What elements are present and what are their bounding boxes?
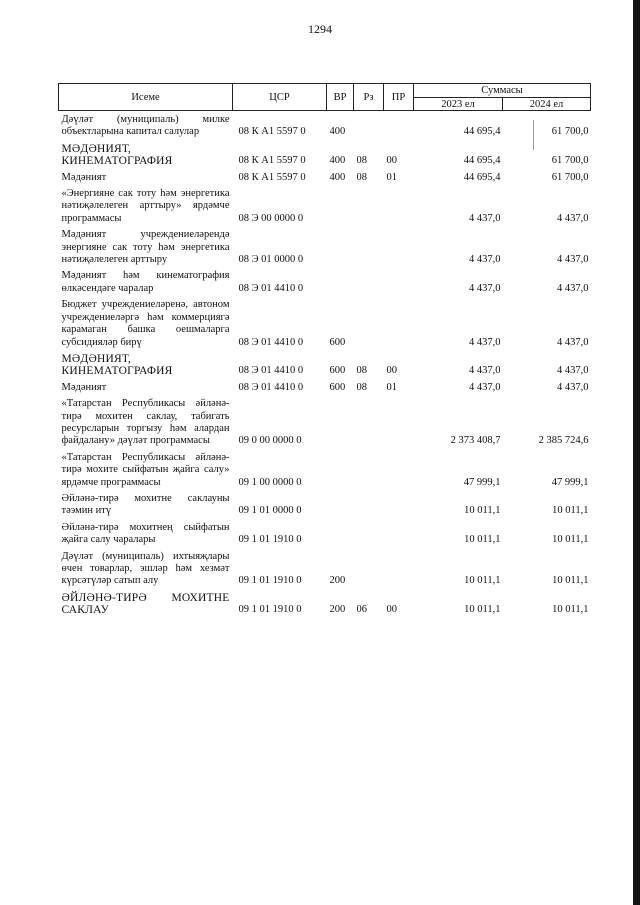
cell-name: Бюджет учреждениеләренә, автоном учреждениеләргә һәм коммерциягә карамаган башка оешмаларга субсидияләр бирү: [61, 299, 230, 348]
cell-sum-2024: 61 700,0: [551, 171, 589, 183]
cell-vr: [327, 395, 354, 449]
cell-vr: 600: [329, 365, 346, 377]
cell-name: Дәүләт (муниципаль) милке объектларына капитал салулар: [61, 114, 230, 138]
cell-name: Әйләнә-тирә мохитне саклауны тәэмин итү: [61, 492, 230, 517]
edge-mark-top: [533, 120, 534, 150]
cell-rz: 06: [356, 604, 367, 616]
cell-vr: 600: [329, 336, 346, 348]
cell-sum-2023: 10 011,1: [464, 505, 501, 517]
cell-rz: 08: [356, 155, 367, 167]
cell-vr: [327, 490, 354, 519]
cell-sum-2024: 4 437,0: [557, 282, 589, 294]
cell-rz: [354, 185, 384, 226]
table-row: [59, 379, 591, 395]
cell-vr: 400: [329, 155, 346, 167]
cell-pr: [384, 548, 414, 589]
cell-sum-2023: 10 011,1: [464, 534, 501, 546]
cell-sum-2023: 4 437,0: [469, 381, 501, 393]
cell-name: Мәдәният учреждениеләрендә энергияне сак тоту һәм энергетика нәтиҗәлелеген арттыру: [61, 229, 230, 266]
cell-name: Мәдәният: [61, 171, 107, 183]
cell-vr: 600: [329, 381, 346, 393]
cell-pr: [384, 449, 414, 490]
cell-pr: 01: [386, 381, 397, 393]
cell-rz: [354, 548, 384, 589]
cell-vr: [327, 226, 354, 267]
table-row: [59, 140, 591, 169]
cell-sum-2023: 44 695,4: [463, 126, 501, 138]
cell-csr: 08 Э 01 4410 0: [238, 365, 304, 377]
cell-vr: 400: [329, 126, 346, 138]
table-row: [59, 350, 591, 379]
cell-sum-2023: 44 695,4: [463, 155, 501, 167]
cell-vr: [327, 449, 354, 490]
cell-vr: [327, 519, 354, 548]
table-row: [59, 169, 591, 185]
cell-pr: 00: [386, 604, 397, 616]
cell-rz: 08: [356, 381, 367, 393]
cell-sum-2024: 2 385 724,6: [538, 435, 589, 447]
cell-sum-2024: 61 700,0: [551, 126, 589, 138]
budget-table: [58, 83, 591, 618]
cell-name: Дәүләт (муниципаль) ихтыяҗлары өчен товарлар, эшләр һәм хезмәт күрсәтүләр сатып алу: [61, 550, 230, 587]
cell-sum-2023: 2 373 408,7: [450, 435, 501, 447]
cell-vr: [327, 185, 354, 226]
cell-csr: 08 К А1 5597 0: [238, 155, 306, 167]
cell-pr: [384, 296, 414, 350]
cell-csr: 08 Э 01 4410 0: [238, 282, 304, 294]
cell-pr: [384, 267, 414, 296]
cell-rz: [354, 395, 384, 449]
cell-pr: [384, 519, 414, 548]
cell-rz: [354, 490, 384, 519]
cell-pr: 00: [386, 155, 397, 167]
cell-csr: 09 1 01 0000 0: [238, 505, 302, 517]
table-row: [59, 296, 591, 350]
table-row: [59, 589, 591, 618]
cell-name: Мәдәният һәм кинематография өлкәсендәге чаралар: [61, 270, 230, 294]
cell-pr: [384, 395, 414, 449]
table-row: [59, 111, 591, 140]
cell-name: «Энергияне сак тоту һәм энергетика нәтиҗәлелеген арттыру» ярдәмче программасы: [61, 188, 230, 224]
header-sums: Суммасы: [414, 84, 591, 98]
header-pr: ПР: [384, 84, 414, 111]
cell-rz: 08: [356, 365, 367, 377]
cell-rz: 08: [356, 171, 367, 183]
cell-sum-2024: 10 011,1: [552, 575, 589, 587]
cell-sum-2023: 47 999,1: [463, 476, 501, 488]
cell-rz: [354, 267, 384, 296]
cell-pr: [384, 185, 414, 226]
cell-sum-2024: 4 437,0: [557, 336, 589, 348]
cell-rz: [354, 111, 384, 140]
cell-sum-2024: 10 011,1: [552, 534, 589, 546]
cell-vr: 400: [329, 171, 346, 183]
cell-csr: 08 Э 01 0000 0: [238, 254, 304, 266]
cell-name: ӘЙЛӘНӘ-ТИРӘ МОХИТНЕ САКЛАУ: [61, 591, 230, 617]
cell-rz: [354, 296, 384, 350]
header-year-2024: 2024 ел: [503, 98, 591, 111]
cell-sum-2023: 44 695,4: [463, 171, 501, 183]
table-row: [59, 490, 591, 519]
cell-sum-2024: 10 011,1: [552, 604, 589, 616]
cell-pr: [384, 111, 414, 140]
cell-sum-2023: 4 437,0: [469, 365, 501, 377]
cell-csr: 08 Э 01 4410 0: [238, 381, 304, 393]
cell-name: «Татарстан Республикасы әйләнә-тирә мохитен саклау, табигать ресурсларын торгызу һәм алардан файдалану» дәүләт программасы: [61, 398, 230, 447]
cell-csr: 08 К А1 5597 0: [238, 171, 306, 183]
cell-rz: [354, 519, 384, 548]
page-number: 1294: [308, 22, 332, 36]
table-row: [59, 395, 591, 449]
header-name: Исеме: [59, 84, 233, 111]
table-row: [59, 226, 591, 267]
cell-pr: [384, 490, 414, 519]
cell-vr: 200: [329, 575, 346, 587]
cell-pr: 00: [386, 365, 397, 377]
cell-sum-2023: 4 437,0: [469, 212, 501, 224]
cell-name: «Татарстан Республикасы әйләнә-тирә мохите сыйфатын җайга салу» ярдәмче программасы: [61, 451, 230, 488]
cell-sum-2024: 10 011,1: [552, 505, 589, 517]
cell-csr: 09 1 01 1910 0: [238, 604, 302, 616]
cell-name: Мәдәният: [61, 381, 107, 393]
cell-name: МӘДӘНИЯТ, КИНЕМАТОГРАФИЯ: [61, 142, 173, 168]
cell-sum-2023: 4 437,0: [469, 336, 501, 348]
cell-csr: 08 Э 01 4410 0: [238, 336, 304, 348]
table-row: [59, 449, 591, 490]
cell-rz: [354, 449, 384, 490]
table-body: [59, 111, 591, 618]
cell-csr: 08 Э 00 0000 0: [238, 212, 304, 224]
cell-csr: 09 0 00 0000 0: [238, 435, 302, 447]
cell-csr: 08 К А1 5597 0: [238, 126, 306, 138]
cell-name: МӘДӘНИЯТ, КИНЕМАТОГРАФИЯ: [61, 352, 173, 378]
cell-vr: [327, 267, 354, 296]
cell-csr: 09 1 01 1910 0: [238, 575, 302, 587]
table-row: [59, 548, 591, 589]
cell-name: Әйләнә-тирә мохитнең сыйфатын җайга салу чаралары: [61, 521, 230, 546]
header-rz: Рз: [354, 84, 384, 111]
header-year-2023: 2023 ел: [414, 98, 503, 111]
cell-csr: 09 1 00 0000 0: [238, 476, 302, 488]
header-vr: ВР: [327, 84, 354, 111]
scanner-edge: [633, 0, 640, 905]
cell-sum-2024: 4 437,0: [557, 381, 589, 393]
cell-sum-2024: 61 700,0: [551, 155, 589, 167]
cell-sum-2024: 47 999,1: [551, 476, 589, 488]
cell-sum-2023: 10 011,1: [464, 575, 501, 587]
cell-pr: [384, 226, 414, 267]
cell-sum-2024: 4 437,0: [557, 254, 589, 266]
cell-rz: [354, 226, 384, 267]
header-csr: ЦСР: [233, 84, 327, 111]
cell-sum-2023: 10 011,1: [464, 604, 501, 616]
cell-csr: 09 1 01 1910 0: [238, 534, 302, 546]
table-header: [59, 84, 591, 111]
cell-sum-2023: 4 437,0: [469, 254, 501, 266]
cell-vr: 200: [329, 604, 346, 616]
cell-sum-2023: 4 437,0: [469, 282, 501, 294]
cell-pr: 01: [386, 171, 397, 183]
table-row: [59, 267, 591, 296]
table-row: [59, 185, 591, 226]
cell-sum-2024: 4 437,0: [557, 365, 589, 377]
cell-sum-2024: 4 437,0: [557, 212, 589, 224]
table-row: [59, 519, 591, 548]
